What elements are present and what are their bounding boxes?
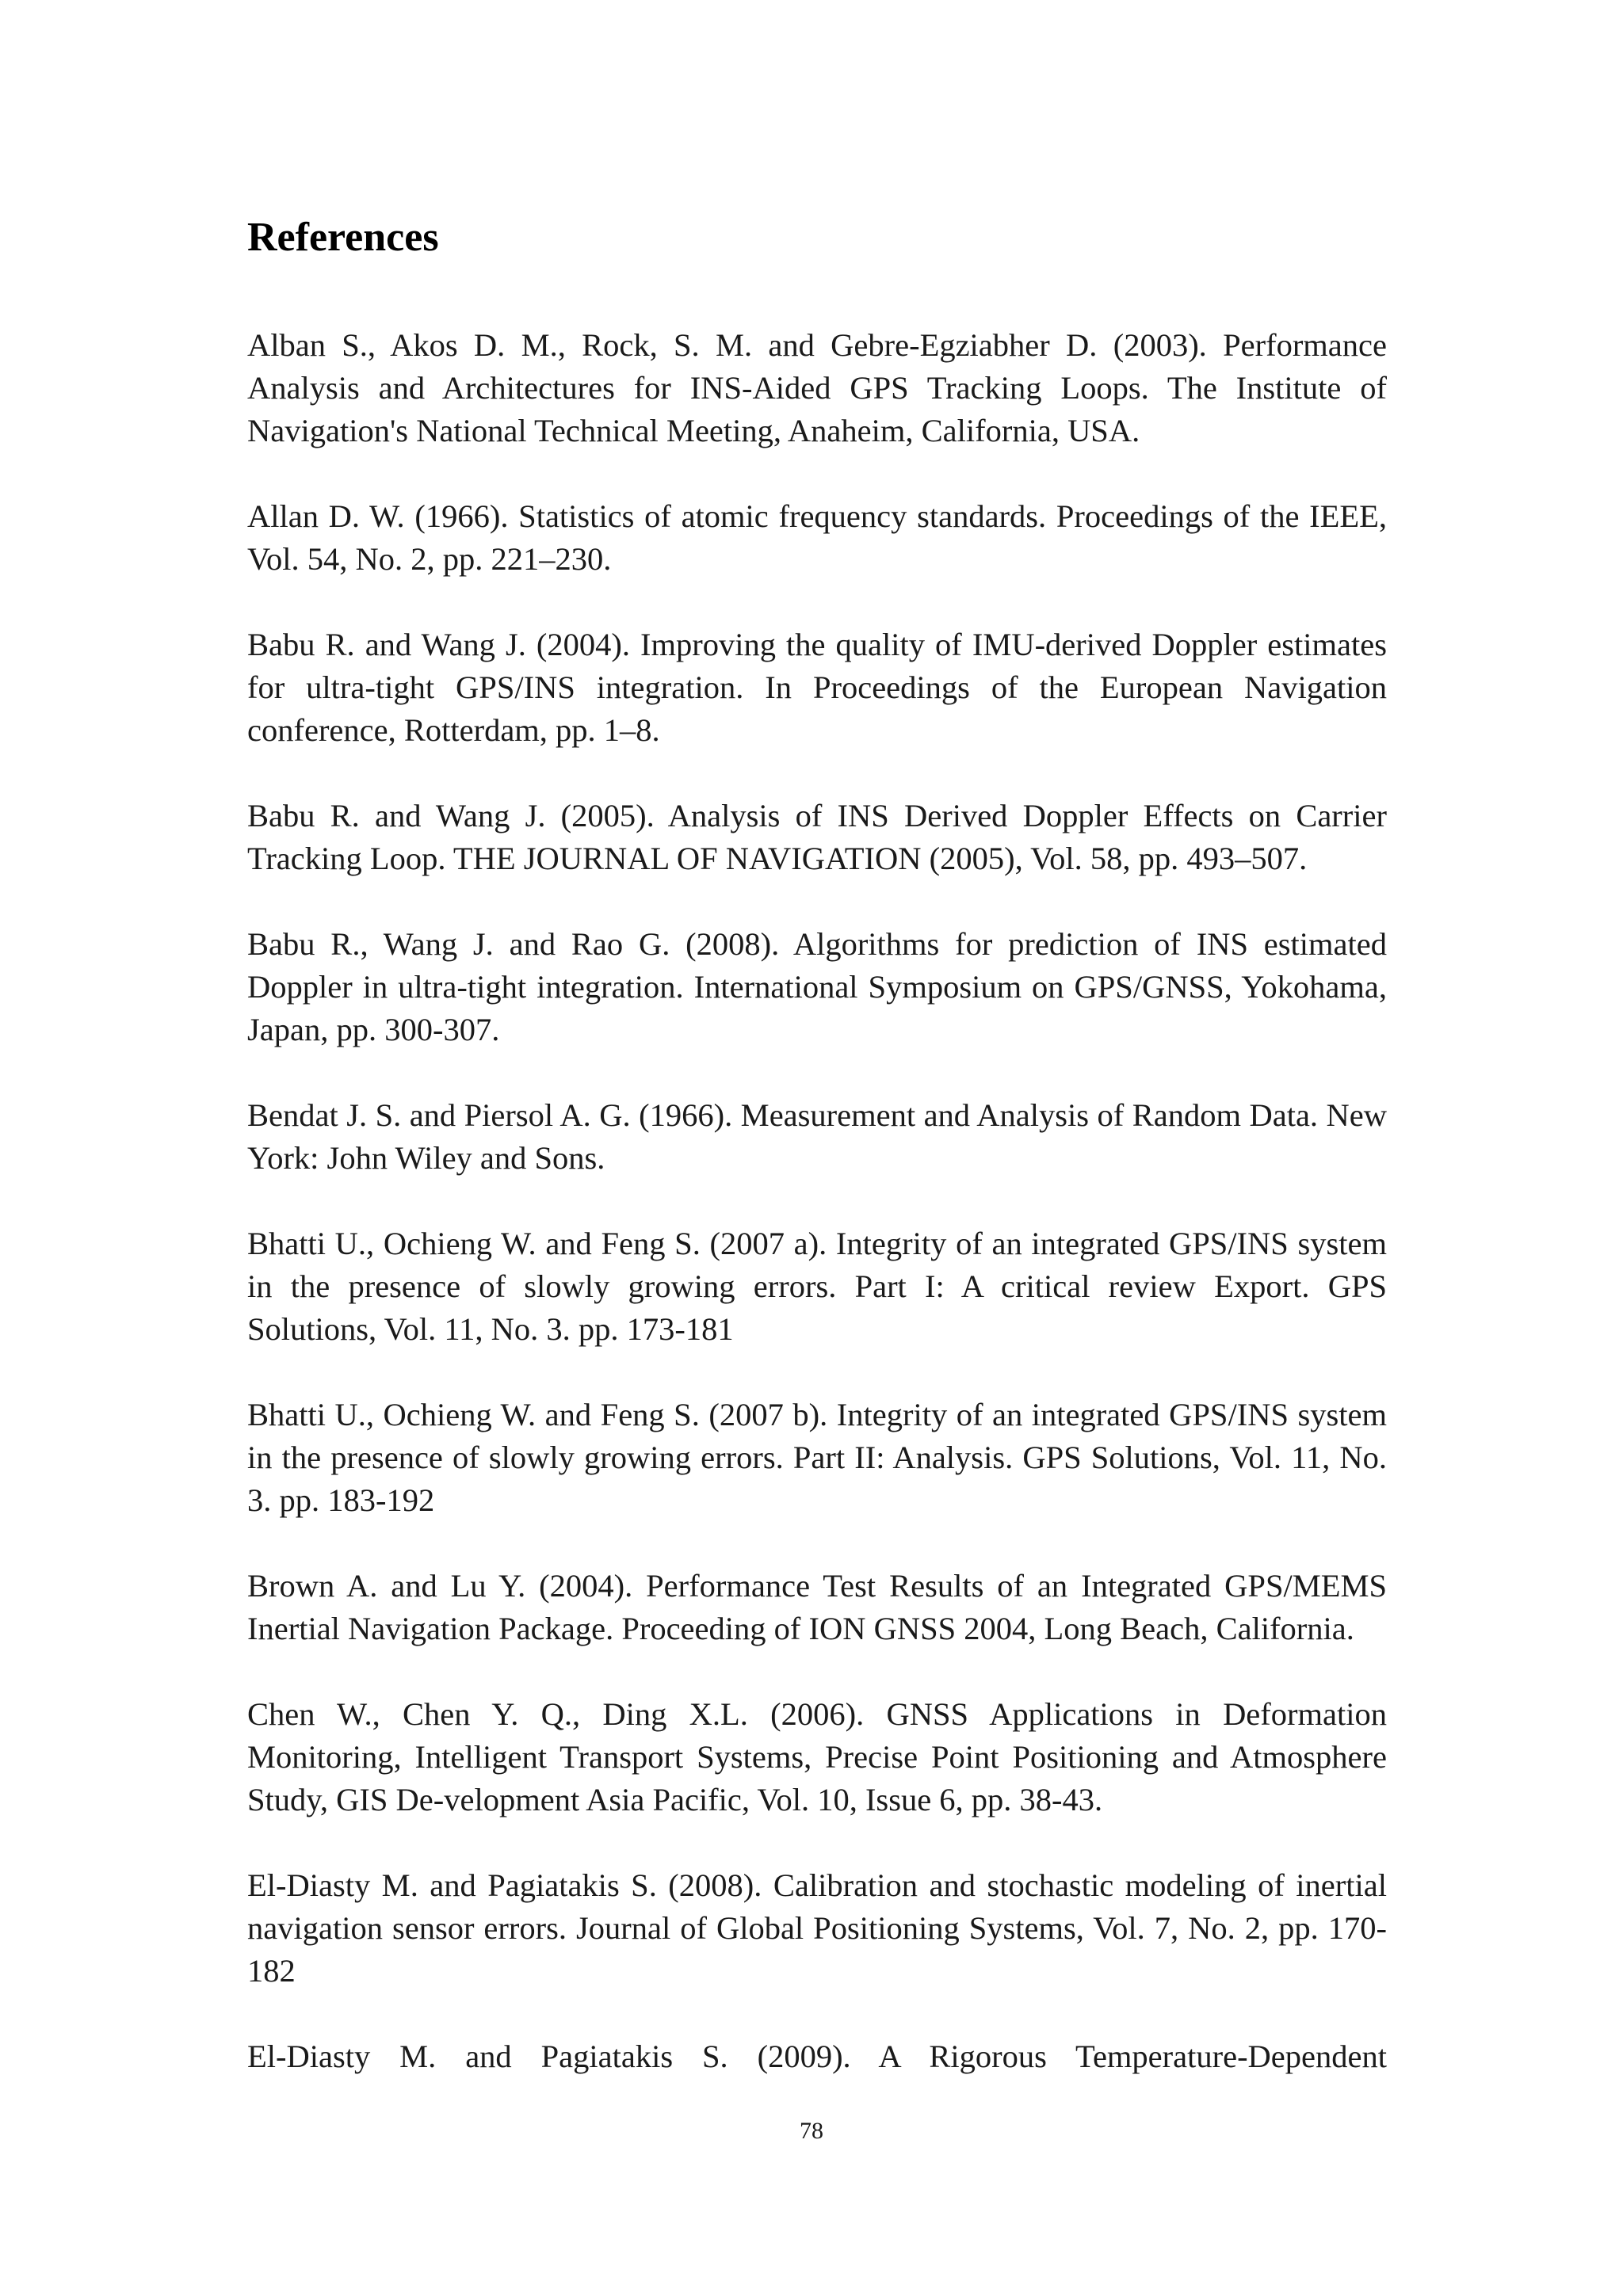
page-title: References: [247, 215, 439, 260]
reference-entry: Alban S., Akos D. M., Rock, S. M. and Gebre-Egziabher D. (2003). Performance Analysis and Architectures for INS-Aided GPS Tracking Loops. The Institute of Navigation's National Technical Meeting, Anaheim, California, USA.: [247, 327, 1387, 448]
reference-entry: Babu R. and Wang J. (2004). Improving the quality of IMU-derived Doppler estimates for ultra-tight GPS/INS integration. In Proceedings of the European Navigation conference, Rotterdam, pp. 1–8.: [247, 627, 1387, 748]
reference-entry: Babu R. and Wang J. (2005). Analysis of INS Derived Doppler Effects on Carrier Tracking Loop. THE JOURNAL OF NAVIGATION (2005), Vol. 58, pp. 493–507.: [247, 798, 1387, 876]
reference-entry: El-Diasty M. and Pagiatakis S. (2008). Calibration and stochastic modeling of inertial navigation sensor errors. Journal of Global Positioning Systems, Vol. 7, No. 2, pp. 170-182: [247, 1867, 1387, 1989]
reference-entry: Bendat J. S. and Piersol A. G. (1966). Measurement and Analysis of Random Data. New York: John Wiley and Sons.: [247, 1097, 1387, 1176]
reference-entry: Allan D. W. (1966). Statistics of atomic frequency standards. Proceedings of the IEEE, Vol. 54, No. 2, pp. 221–230.: [247, 498, 1387, 577]
reference-list: [247, 324, 1387, 2121]
reference-entry-truncated: El-Diasty M. and Pagiatakis S. (2009). A Rigorous Temperature-Dependent: [247, 2039, 1387, 2074]
page-number: 78: [800, 2118, 823, 2144]
reference-entry: Babu R., Wang J. and Rao G. (2008). Algorithms for prediction of INS estimated Doppler in ultra-tight integration. International Symposium on GPS/GNSS, Yokohama, Japan, pp. 300-307.: [247, 926, 1387, 1047]
reference-entry: Bhatti U., Ochieng W. and Feng S. (2007 a). Integrity of an integrated GPS/INS system in the presence of slowly growing errors. Part I: A critical review Export. GPS Solutions, Vol. 11, No. 3. pp. 173-181: [247, 1226, 1387, 1347]
reference-entry: Bhatti U., Ochieng W. and Feng S. (2007 b). Integrity of an integrated GPS/INS system in the presence of slowly growing errors. Part II: Analysis. GPS Solutions, Vol. 11, No. 3. pp. 183-192: [247, 1397, 1387, 1518]
reference-entry: Chen W., Chen Y. Q., Ding X.L. (2006). GNSS Applications in Deformation Monitoring, Intelligent Transport Systems, Precise Point Positioning and Atmosphere Study, GIS De-velopment Asia Pacific, Vol. 10, Issue 6, pp. 38-43.: [247, 1696, 1387, 1817]
reference-entry: Brown A. and Lu Y. (2004). Performance Test Results of an Integrated GPS/MEMS Inertial Navigation Package. Proceeding of ION GNSS 2004, Long Beach, California.: [247, 1568, 1387, 1646]
